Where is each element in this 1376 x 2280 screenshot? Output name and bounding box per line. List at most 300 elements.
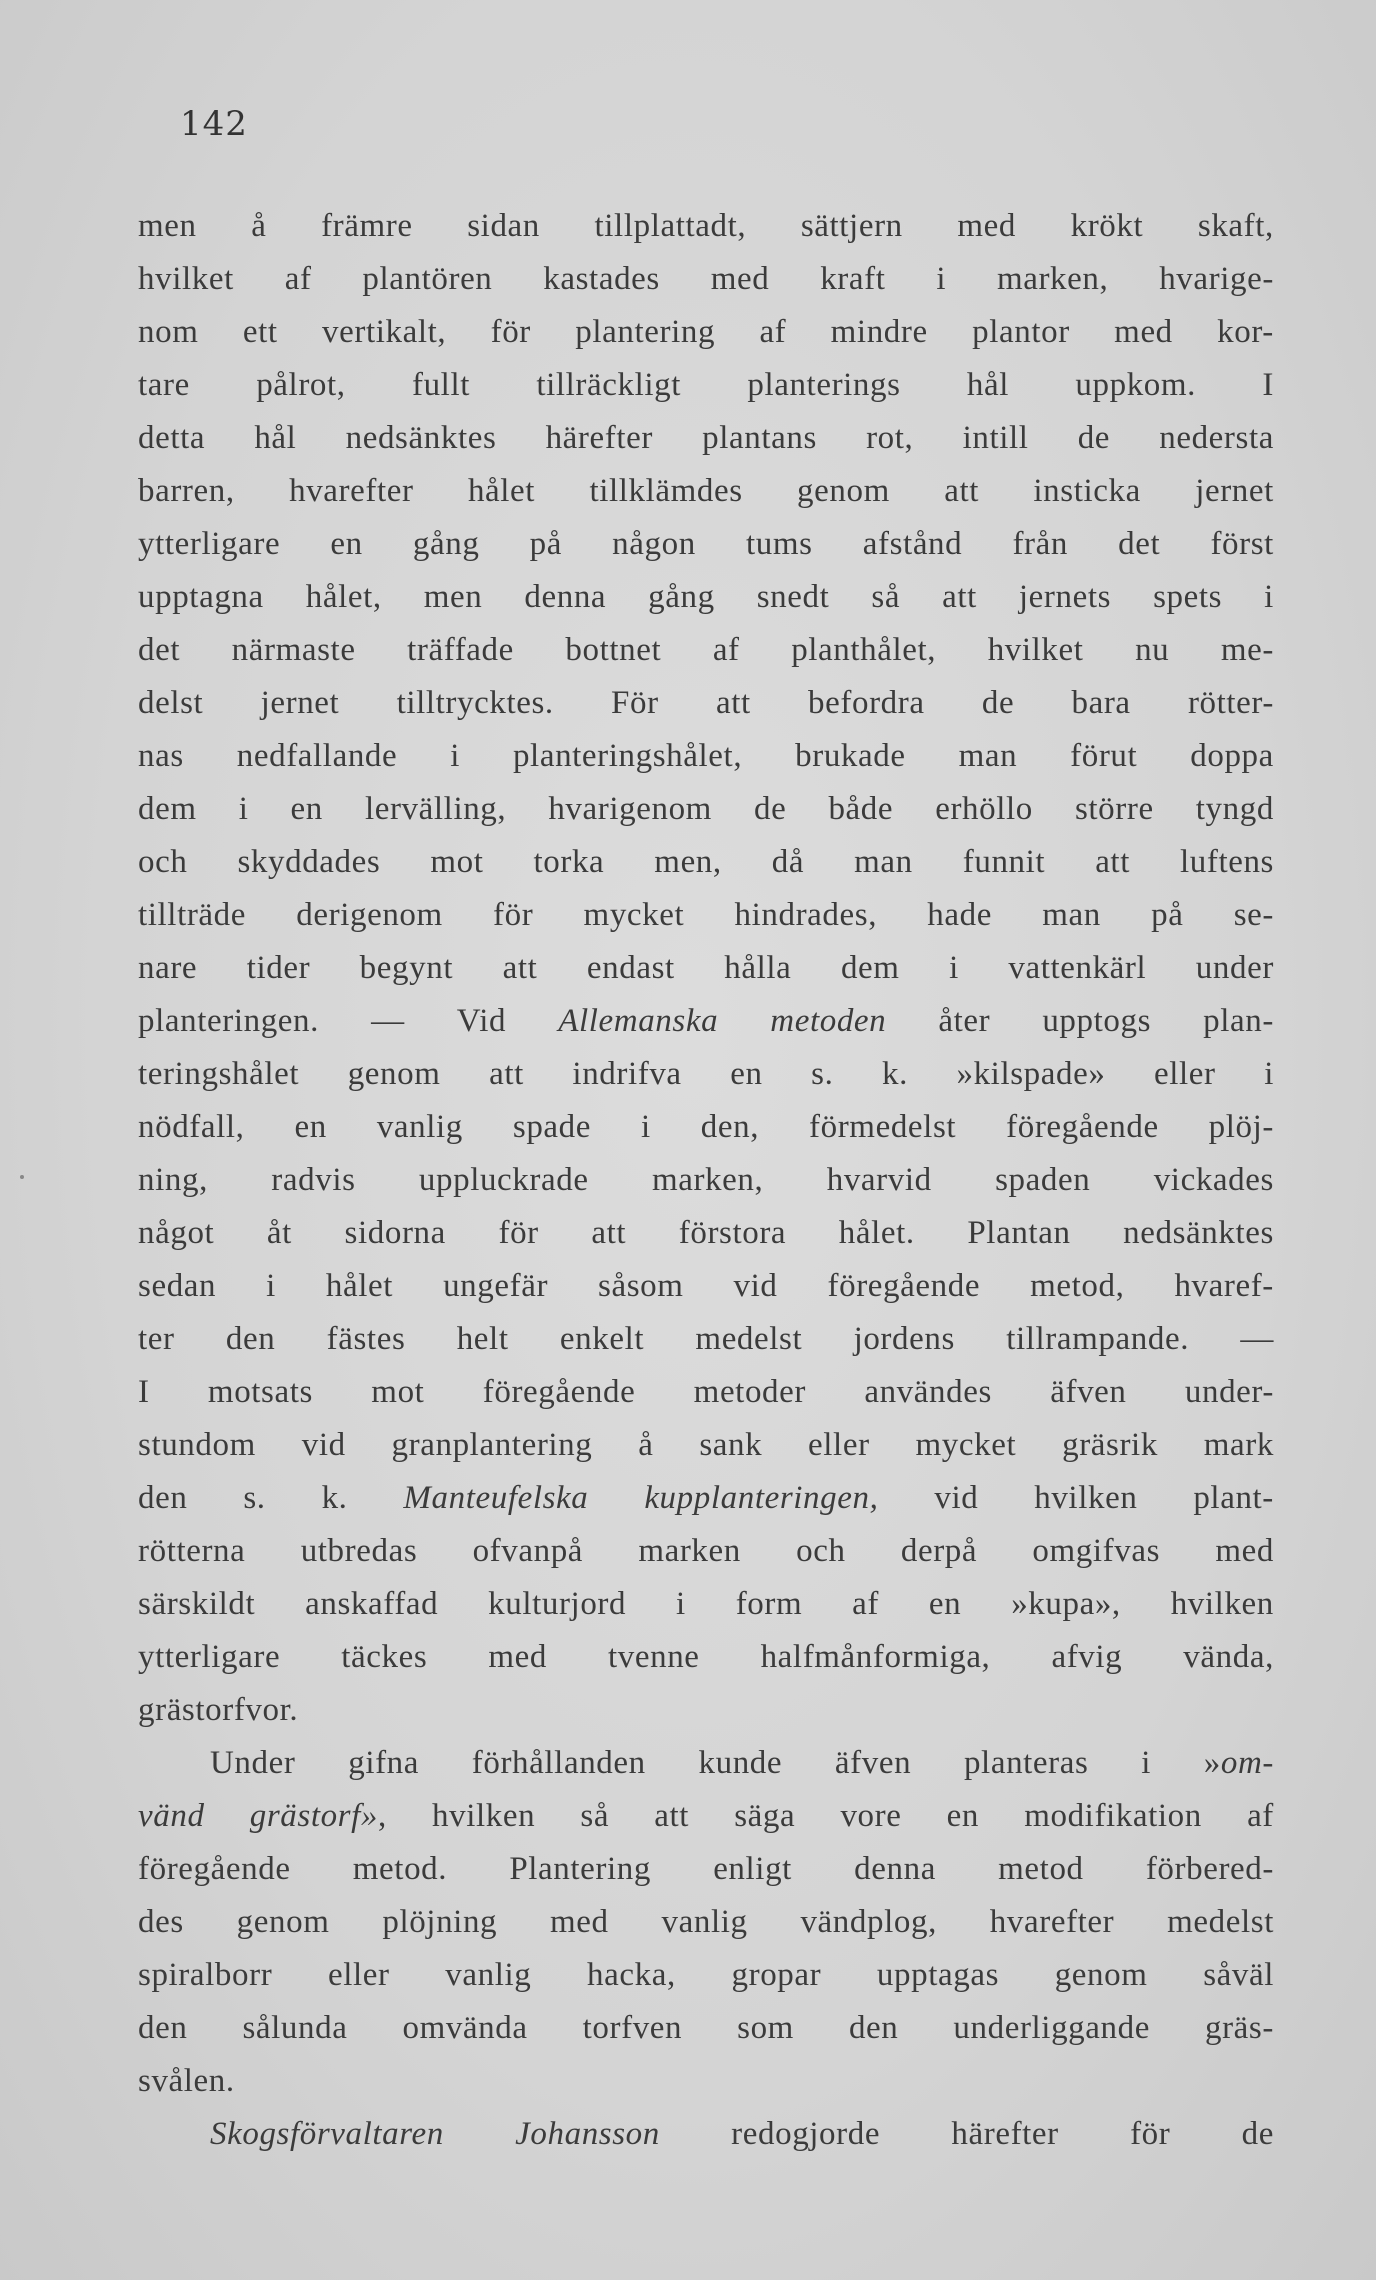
word: torka — [533, 844, 605, 880]
word: en — [330, 526, 363, 562]
word: en — [730, 1056, 763, 1092]
word: metoder — [693, 1374, 806, 1410]
word: gräs- — [1204, 2010, 1274, 2046]
word: i — [238, 791, 249, 827]
word: metod, — [1030, 1268, 1125, 1304]
word: hålet, — [305, 579, 382, 615]
word: plantans — [702, 420, 817, 456]
text-line — [138, 730, 1274, 783]
word: enligt — [713, 1851, 792, 1887]
word: på — [529, 526, 562, 562]
word: uppluckrade — [418, 1162, 589, 1198]
word: gång — [648, 579, 715, 615]
word: å — [251, 208, 267, 244]
text-line — [138, 306, 1274, 359]
word: Under — [210, 1745, 296, 1781]
word: de — [1241, 2116, 1274, 2152]
text-line — [138, 1631, 1274, 1684]
word: motsats — [207, 1374, 313, 1410]
word: sidan — [467, 208, 540, 244]
text-line — [138, 1737, 1274, 1790]
word: ytterligare — [138, 1639, 281, 1675]
word: tilltrycktes. — [396, 685, 554, 721]
word: föregående — [1006, 1109, 1159, 1145]
word: gropar — [731, 1957, 822, 1993]
word: planteras — [963, 1745, 1089, 1781]
word: plan- — [1203, 1003, 1274, 1039]
word: nedersta — [1159, 420, 1274, 456]
word: ter — [138, 1321, 175, 1357]
word: större — [1074, 791, 1154, 827]
word: lervälling, — [364, 791, 507, 827]
word: tillplattadt, — [594, 208, 747, 244]
word: spiralborr — [138, 1957, 273, 1993]
body-text — [138, 200, 1274, 2161]
text-line — [138, 1366, 1274, 1419]
word: hålet — [467, 473, 536, 509]
word: nu — [1135, 632, 1170, 668]
word: kulturjord — [488, 1586, 627, 1622]
word: hvilken — [1034, 1480, 1138, 1516]
word: vanlig — [376, 1109, 463, 1145]
word: det — [138, 632, 181, 668]
text-line — [138, 1260, 1274, 1313]
word: förut — [1070, 738, 1138, 774]
word: nedsänktes — [1123, 1215, 1274, 1251]
text-line — [138, 624, 1274, 677]
word: nas — [138, 738, 184, 774]
word: mindre — [830, 314, 928, 350]
word: användes — [864, 1374, 992, 1410]
word: tyngd — [1195, 791, 1274, 827]
word: för — [498, 1215, 539, 1251]
text-line — [138, 836, 1274, 889]
word: des — [138, 1904, 184, 1940]
word: vickades — [1153, 1162, 1274, 1198]
word: »kupa», — [1011, 1586, 1121, 1622]
word: hålet — [325, 1268, 394, 1304]
word: särskildt — [138, 1586, 256, 1622]
text-line — [138, 1949, 1274, 2002]
word: eller — [327, 1957, 390, 1993]
word: hål — [254, 420, 297, 456]
word: genom — [1054, 1957, 1148, 1993]
word: i — [1264, 579, 1274, 615]
word: och — [138, 844, 188, 880]
word: så — [871, 579, 901, 615]
word: för — [490, 314, 531, 350]
word: det — [1118, 526, 1161, 562]
word: kastades — [543, 261, 660, 297]
word: träffade — [407, 632, 514, 668]
word: anskaffad — [305, 1586, 439, 1622]
word: mot — [371, 1374, 425, 1410]
word: hvarigenom — [548, 791, 712, 827]
text-line — [138, 2002, 1274, 2055]
text-line — [138, 465, 1274, 518]
word: stundom — [138, 1427, 256, 1463]
word: marken, — [996, 261, 1109, 297]
word: att — [715, 685, 751, 721]
word: sidorna — [344, 1215, 446, 1251]
word: af — [759, 314, 787, 350]
word: I — [1262, 367, 1274, 403]
word: härefter — [545, 420, 653, 456]
word: kunde — [698, 1745, 783, 1781]
word: något — [138, 1215, 215, 1251]
word: erhöllo — [935, 791, 1033, 827]
word: då — [771, 844, 805, 880]
word: intill — [962, 420, 1029, 456]
word: plöjning — [382, 1904, 498, 1940]
word: luftens — [1179, 844, 1274, 880]
text-line — [138, 1048, 1274, 1101]
text-line — [138, 1525, 1274, 1578]
word: såväl — [1203, 1957, 1274, 1993]
word: tillräckligt — [536, 367, 681, 403]
word: gräsrik — [1062, 1427, 1158, 1463]
word: barren, — [138, 473, 235, 509]
word: kor- — [1217, 314, 1274, 350]
word: doppa — [1190, 738, 1274, 774]
word: hade — [927, 897, 992, 933]
word: torfven — [582, 2010, 683, 2046]
word: den — [138, 1480, 188, 1516]
word: dem — [138, 791, 197, 827]
word: grästorf», — [249, 1798, 387, 1834]
word: insticka — [1033, 473, 1141, 509]
word: uppkom. — [1075, 367, 1197, 403]
word: med — [957, 208, 1016, 244]
word: me- — [1220, 632, 1274, 668]
word: underliggande — [953, 2010, 1150, 2046]
text-line — [138, 1896, 1274, 1949]
word: nedfallande — [236, 738, 398, 774]
word: af — [852, 1586, 880, 1622]
word: en — [290, 791, 323, 827]
word: dem — [840, 950, 900, 986]
word: medelst — [1167, 1904, 1274, 1940]
word: gifna — [348, 1745, 420, 1781]
word: ning, — [138, 1162, 208, 1198]
word: tillträde — [138, 897, 247, 933]
word: så — [580, 1798, 610, 1834]
text-line — [138, 253, 1274, 306]
word: nare — [138, 950, 198, 986]
word: tider — [246, 950, 311, 986]
word: Plantering — [509, 1851, 651, 1887]
word: af — [1247, 1798, 1274, 1834]
word: vid — [934, 1480, 979, 1516]
word: den — [138, 2010, 188, 2046]
word: sank — [699, 1427, 763, 1463]
word: marken, — [651, 1162, 764, 1198]
text-line — [138, 412, 1274, 465]
word: man — [958, 738, 1018, 774]
word: mot — [430, 844, 484, 880]
word: skaft, — [1197, 208, 1274, 244]
word: planterings — [747, 367, 901, 403]
word: planthålet, — [791, 632, 937, 668]
word: tillklämdes — [589, 473, 743, 509]
word: vanlig — [445, 1957, 532, 1993]
text-line — [138, 1101, 1274, 1154]
word: föregående — [138, 1851, 291, 1887]
word: vanlig — [661, 1904, 748, 1940]
word: derigenom — [296, 897, 443, 933]
word: afvig — [1051, 1639, 1123, 1675]
word: hvarvid — [826, 1162, 932, 1198]
word: Johansson — [515, 2116, 660, 2152]
word: nödfall, — [138, 1109, 245, 1145]
word: s. — [811, 1056, 834, 1092]
word: hacka, — [587, 1957, 676, 1993]
word: mark — [1203, 1427, 1274, 1463]
text-line — [138, 995, 1274, 1048]
word: hvilket — [138, 261, 234, 297]
word: metoden — [770, 1003, 887, 1039]
word: plantering — [575, 314, 716, 350]
word: tvenne — [607, 1639, 700, 1675]
word: kupplanteringen, — [644, 1480, 879, 1516]
word: grästorfvor. — [138, 1692, 299, 1728]
text-line — [138, 1684, 1274, 1737]
word: Skogsförvaltaren — [210, 2116, 444, 2152]
text-line — [138, 942, 1274, 995]
word: förstora — [678, 1215, 787, 1251]
word: omvända — [402, 2010, 528, 2046]
word: vid — [733, 1268, 778, 1304]
word: man — [1042, 897, 1101, 933]
word: med — [550, 1904, 609, 1940]
word: som — [737, 2010, 794, 2046]
word: att — [942, 579, 977, 615]
word: marken — [638, 1533, 741, 1569]
text-line — [138, 1578, 1274, 1631]
text-line — [138, 1843, 1274, 1896]
word: de — [981, 685, 1015, 721]
word: utbredas — [300, 1533, 418, 1569]
text-line — [138, 677, 1274, 730]
word: af — [284, 261, 312, 297]
word: Allemanska — [558, 1003, 719, 1039]
word: upptogs — [1042, 1003, 1152, 1039]
word: helt — [456, 1321, 509, 1357]
word: föregående — [827, 1268, 981, 1304]
word: bara — [1071, 685, 1131, 721]
text-line — [138, 1419, 1274, 1472]
word: genom — [236, 1904, 330, 1940]
word: spaden — [995, 1162, 1091, 1198]
text-line — [138, 571, 1274, 624]
text-line — [138, 783, 1274, 836]
text-line — [138, 2108, 1274, 2161]
word: vore — [840, 1798, 902, 1834]
word: denna — [854, 1851, 936, 1887]
word: hvarefter — [289, 473, 414, 509]
word: hvarige- — [1159, 261, 1274, 297]
word: nom — [138, 314, 199, 350]
word: hålet. — [838, 1215, 915, 1251]
word: medelst — [695, 1321, 803, 1357]
word: gång — [412, 526, 480, 562]
word: upptagna — [138, 579, 264, 615]
word: fästes — [326, 1321, 406, 1357]
word: men, — [654, 844, 722, 880]
word: den, — [700, 1109, 760, 1145]
word: pålrot, — [256, 367, 346, 403]
text-line — [138, 518, 1274, 571]
word: å — [638, 1427, 654, 1463]
word: den — [225, 1321, 276, 1357]
word: ett — [242, 314, 278, 350]
word: jordens — [853, 1321, 955, 1357]
word: planteringen. — [138, 1003, 319, 1039]
word: jernet — [1195, 473, 1274, 509]
word: k. — [321, 1480, 348, 1516]
word: metod — [998, 1851, 1084, 1887]
word: modifikation — [1024, 1798, 1202, 1834]
word: vattenkärl — [1008, 950, 1147, 986]
word: teringshålet — [138, 1056, 300, 1092]
word: hvilket — [987, 632, 1084, 668]
word: hvilken — [1170, 1586, 1274, 1622]
word: metod. — [352, 1851, 448, 1887]
word: för — [1130, 2116, 1171, 2152]
word: men — [138, 208, 197, 244]
word: planteringshålet, — [512, 738, 743, 774]
word: nedsänktes — [345, 420, 497, 456]
word: föregående — [482, 1374, 636, 1410]
word: de — [754, 791, 787, 827]
word: man — [854, 844, 913, 880]
word: detta — [138, 420, 206, 456]
word: spade — [512, 1109, 592, 1145]
word: plöj- — [1208, 1109, 1274, 1145]
word: från — [1012, 526, 1068, 562]
word: skyddades — [237, 844, 381, 880]
word: med — [710, 261, 770, 297]
word: förhållanden — [471, 1745, 646, 1781]
word: vertikalt, — [322, 314, 447, 350]
word: att — [654, 1798, 690, 1834]
word: närmaste — [231, 632, 356, 668]
text-line — [138, 1472, 1274, 1525]
page-number: 142 — [180, 104, 248, 144]
word: under — [1195, 950, 1274, 986]
word: delst — [138, 685, 204, 721]
word: funnit — [962, 844, 1046, 880]
word: I — [138, 1374, 150, 1410]
word: s. — [243, 1480, 266, 1516]
word: den — [848, 2010, 899, 2046]
word: bottnet — [565, 632, 662, 668]
word: k. — [881, 1056, 908, 1092]
word: med — [488, 1639, 547, 1675]
word: åter — [938, 1003, 991, 1039]
word: enkelt — [559, 1321, 645, 1357]
word: för — [493, 897, 534, 933]
word: derpå — [900, 1533, 978, 1569]
word: mycket — [915, 1427, 1017, 1463]
word: i — [949, 950, 959, 986]
word: upptagas — [876, 1957, 1000, 1993]
word: att — [591, 1215, 627, 1251]
word: hvilken — [432, 1798, 536, 1834]
word: hålla — [724, 950, 792, 986]
text-line — [138, 1207, 1274, 1260]
word: en — [928, 1586, 962, 1622]
word: de — [1077, 420, 1111, 456]
text-line — [138, 359, 1274, 412]
text-line — [138, 1154, 1274, 1207]
word: vid — [301, 1427, 346, 1463]
word: tare — [138, 367, 190, 403]
word: täckes — [341, 1639, 428, 1675]
word: ungefär — [443, 1268, 549, 1304]
word: att — [502, 950, 538, 986]
word: ytterligare — [138, 526, 281, 562]
word: att — [489, 1056, 524, 1092]
word: omgifvas — [1032, 1533, 1161, 1569]
word: ofvanpå — [472, 1533, 584, 1569]
word: under- — [1184, 1374, 1274, 1410]
word: sättjern — [800, 208, 903, 244]
word: sålunda — [242, 2010, 348, 2046]
word: med — [1215, 1533, 1274, 1569]
word: — — [1240, 1321, 1274, 1357]
word: att — [1095, 844, 1130, 880]
text-line — [138, 1313, 1274, 1366]
text-line — [138, 1790, 1274, 1843]
word: i — [266, 1268, 276, 1304]
word: äfven — [834, 1745, 912, 1781]
word: endast — [586, 950, 675, 986]
word: svålen. — [138, 2063, 235, 2099]
word: vändplog, — [800, 1904, 937, 1940]
word: genom — [347, 1056, 441, 1092]
word: plantor — [972, 314, 1070, 350]
word: i — [1141, 1745, 1151, 1781]
word: sedan — [138, 1268, 217, 1304]
word: säga — [734, 1798, 796, 1834]
word: afstånd — [862, 526, 963, 562]
word: radvis — [271, 1162, 356, 1198]
word: jernets — [1018, 579, 1112, 615]
word: härefter — [951, 2116, 1059, 2152]
word: form — [735, 1586, 803, 1622]
word: jernet — [260, 685, 340, 721]
word: indrifva — [572, 1056, 682, 1092]
word: brukade — [795, 738, 906, 774]
word: någon — [612, 526, 696, 562]
word: För — [611, 685, 659, 721]
word: hvarefter — [989, 1904, 1115, 1940]
word: men — [423, 579, 483, 615]
word: en — [946, 1798, 980, 1834]
word: förmedelst — [809, 1109, 957, 1145]
word: redogjorde — [731, 2116, 881, 2152]
word: Plantan — [967, 1215, 1071, 1251]
word: hvaref- — [1174, 1268, 1274, 1304]
word: vända, — [1183, 1639, 1274, 1675]
word: spets — [1153, 579, 1223, 615]
word: tillrampande. — [1006, 1321, 1190, 1357]
word: äfven — [1050, 1374, 1127, 1410]
word: främre — [321, 208, 413, 244]
word: åt — [266, 1215, 292, 1251]
word: »kilspade» — [956, 1056, 1106, 1092]
